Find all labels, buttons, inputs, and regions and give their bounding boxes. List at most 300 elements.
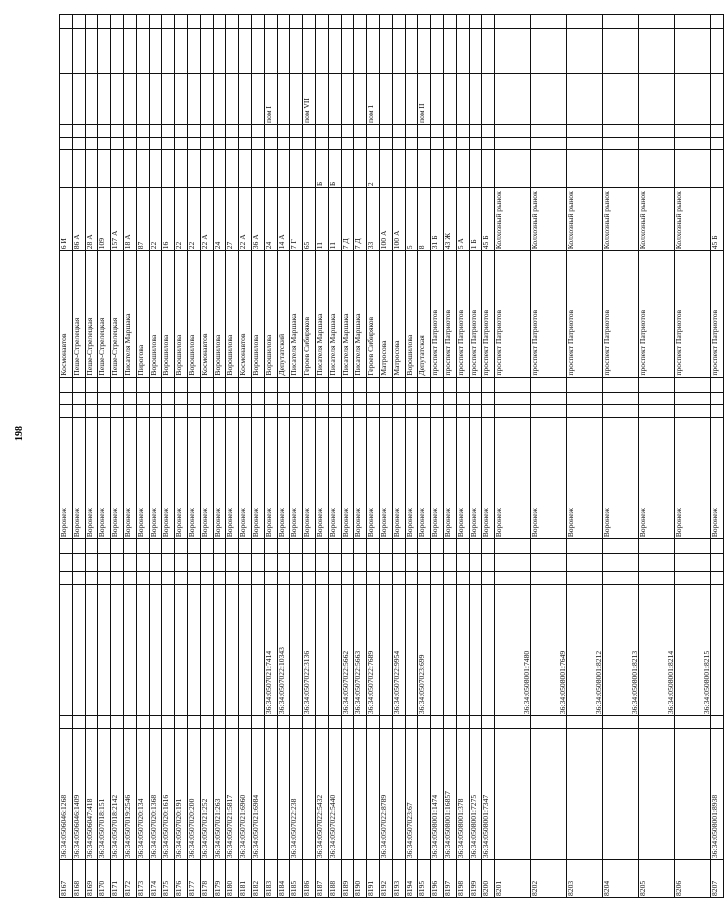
empty-cell	[264, 137, 277, 150]
empty-cell	[239, 137, 252, 150]
empty-cell	[711, 554, 724, 572]
empty-cell	[251, 137, 264, 150]
cell-num: 8179	[213, 860, 226, 898]
table-row	[98, 15, 111, 898]
empty-cell	[149, 377, 162, 392]
empty-cell	[482, 572, 495, 585]
empty-cell	[123, 125, 136, 138]
cell-street: Пеше-Стрелецкая	[98, 251, 111, 377]
empty-cell	[98, 15, 111, 29]
empty-cell	[456, 125, 469, 138]
table-row	[85, 15, 98, 898]
cell-extra	[213, 150, 226, 188]
table-row	[328, 15, 341, 898]
empty-cell	[531, 405, 567, 418]
empty-cell	[354, 15, 367, 29]
cell-cad1	[392, 728, 405, 859]
empty-cell	[303, 405, 316, 418]
cell-city: Воронеж	[187, 418, 200, 539]
empty-cell	[405, 377, 418, 392]
cell-num: 8192	[379, 860, 392, 898]
empty-cell	[239, 539, 252, 554]
empty-cell	[98, 539, 111, 554]
cell-cad2	[200, 584, 213, 715]
cell-note	[187, 74, 200, 125]
empty-cell	[482, 392, 495, 405]
empty-cell	[495, 539, 531, 554]
cell-cad2: 36:34:0508001:7649	[531, 584, 567, 715]
cell-city: Воронеж	[85, 418, 98, 539]
empty-cell	[418, 539, 431, 554]
empty-cell	[175, 392, 188, 405]
empty-cell	[226, 716, 239, 729]
cell-cad2	[379, 584, 392, 715]
cell-note: пом VII	[303, 74, 316, 125]
empty-cell	[123, 15, 136, 29]
empty-cell	[123, 716, 136, 729]
cell-cad1	[495, 728, 531, 859]
cell-city: Воронеж	[111, 418, 124, 539]
table-row	[123, 15, 136, 898]
empty-cell	[251, 125, 264, 138]
cell-num: 8187	[315, 860, 328, 898]
empty-cell	[162, 554, 175, 572]
empty-cell	[123, 539, 136, 554]
empty-cell	[290, 125, 303, 138]
empty-cell	[367, 405, 380, 418]
empty-cell	[711, 125, 724, 138]
empty-cell	[328, 392, 341, 405]
empty-cell	[315, 125, 328, 138]
cell-cad2	[72, 584, 85, 715]
empty-cell	[418, 572, 431, 585]
cell-cad1: 36:34:0508001:8938	[711, 728, 724, 859]
empty-cell	[456, 137, 469, 150]
cell-house: 157 А	[111, 188, 124, 251]
empty-cell	[328, 377, 341, 392]
cell-cad2	[711, 584, 724, 715]
empty-cell	[392, 716, 405, 729]
cell-cad2	[469, 584, 482, 715]
empty-cell	[711, 392, 724, 405]
empty-cell	[443, 572, 456, 585]
table-row	[456, 15, 469, 898]
cell-city: Воронеж	[303, 418, 316, 539]
empty-cell	[251, 392, 264, 405]
cell-note	[711, 74, 724, 125]
empty-cell	[72, 15, 85, 29]
cell-house: 65	[303, 188, 316, 251]
cell-city: Воронеж	[72, 418, 85, 539]
empty-cell	[111, 29, 124, 74]
empty-cell	[239, 392, 252, 405]
empty-cell	[567, 716, 603, 729]
cell-city: Воронеж	[136, 418, 149, 539]
empty-cell	[290, 15, 303, 29]
empty-cell	[290, 137, 303, 150]
cell-street: проспект Патриотов	[495, 251, 531, 377]
cell-extra	[354, 150, 367, 188]
empty-cell	[85, 392, 98, 405]
empty-cell	[354, 572, 367, 585]
empty-cell	[239, 125, 252, 138]
empty-cell	[405, 539, 418, 554]
cell-cad2	[239, 584, 252, 715]
table-row	[315, 15, 328, 898]
empty-cell	[495, 377, 531, 392]
cell-house: 5 А	[456, 188, 469, 251]
cell-house: Колхозный рынок	[495, 188, 531, 251]
empty-cell	[392, 377, 405, 392]
empty-cell	[603, 137, 639, 150]
empty-cell	[469, 15, 482, 29]
empty-cell	[136, 554, 149, 572]
cell-cad1	[675, 728, 711, 859]
empty-cell	[328, 405, 341, 418]
cell-extra	[123, 150, 136, 188]
empty-cell	[175, 15, 188, 29]
cell-city: Воронеж	[226, 418, 239, 539]
cell-cad2: 36:34:0508001:8214	[639, 584, 675, 715]
empty-cell	[367, 716, 380, 729]
empty-cell	[111, 137, 124, 150]
empty-cell	[639, 392, 675, 405]
cell-street: Писателя Маршака	[341, 251, 354, 377]
cell-extra	[162, 150, 175, 188]
cell-num: 8195	[418, 860, 431, 898]
empty-cell	[675, 572, 711, 585]
empty-cell	[639, 377, 675, 392]
cell-note	[239, 74, 252, 125]
cell-city: Воронеж	[200, 418, 213, 539]
empty-cell	[213, 137, 226, 150]
cell-extra: Б	[328, 150, 341, 188]
cell-extra	[149, 150, 162, 188]
empty-cell	[639, 137, 675, 150]
empty-cell	[567, 572, 603, 585]
empty-cell	[187, 554, 200, 572]
empty-cell	[418, 125, 431, 138]
empty-cell	[213, 125, 226, 138]
empty-cell	[482, 377, 495, 392]
cell-house: 18 А	[123, 188, 136, 251]
cell-extra	[277, 150, 290, 188]
cell-cad2: 36:34:0507022:7689	[367, 584, 380, 715]
empty-cell	[111, 539, 124, 554]
empty-cell	[456, 405, 469, 418]
empty-cell	[226, 137, 239, 150]
cell-cad1: 36:34:0507022:238	[290, 728, 303, 859]
empty-cell	[213, 572, 226, 585]
cell-extra	[264, 150, 277, 188]
table-row	[531, 15, 567, 898]
cell-extra	[405, 150, 418, 188]
empty-cell	[379, 15, 392, 29]
cell-street: Матросова	[379, 251, 392, 377]
cell-city: Воронеж	[639, 418, 675, 539]
empty-cell	[469, 392, 482, 405]
empty-cell	[531, 716, 567, 729]
cell-house: 31 Б	[431, 188, 444, 251]
empty-cell	[431, 15, 444, 29]
empty-cell	[341, 377, 354, 392]
empty-cell	[469, 125, 482, 138]
cell-cad1: 36:34:0507021:263	[213, 728, 226, 859]
empty-cell	[98, 377, 111, 392]
empty-cell	[60, 554, 73, 572]
empty-cell	[456, 716, 469, 729]
empty-cell	[431, 405, 444, 418]
empty-cell	[531, 539, 567, 554]
cell-note	[603, 74, 639, 125]
empty-cell	[531, 554, 567, 572]
empty-cell	[531, 29, 567, 74]
cell-extra	[136, 150, 149, 188]
empty-cell	[443, 539, 456, 554]
empty-cell	[711, 572, 724, 585]
table-row	[482, 15, 495, 898]
empty-cell	[251, 572, 264, 585]
empty-cell	[379, 137, 392, 150]
cell-city: Воронеж	[711, 418, 724, 539]
empty-cell	[392, 137, 405, 150]
cell-num: 8188	[328, 860, 341, 898]
cell-street: Ворошилова	[149, 251, 162, 377]
table-row	[239, 15, 252, 898]
empty-cell	[418, 716, 431, 729]
empty-cell	[136, 15, 149, 29]
empty-cell	[603, 572, 639, 585]
empty-cell	[200, 15, 213, 29]
empty-cell	[239, 15, 252, 29]
cell-num: 8181	[239, 860, 252, 898]
cell-note	[111, 74, 124, 125]
empty-cell	[675, 137, 711, 150]
cell-num: 8207	[711, 860, 724, 898]
cell-street: Ворошилова	[175, 251, 188, 377]
empty-cell	[405, 15, 418, 29]
empty-cell	[482, 15, 495, 29]
empty-cell	[162, 137, 175, 150]
table-row	[175, 15, 188, 898]
empty-cell	[567, 405, 603, 418]
cell-city: Воронеж	[175, 418, 188, 539]
cell-cad1	[418, 728, 431, 859]
cell-city: Воронеж	[367, 418, 380, 539]
cell-city: Воронеж	[98, 418, 111, 539]
empty-cell	[315, 716, 328, 729]
table-row	[264, 15, 277, 898]
cell-note	[482, 74, 495, 125]
empty-cell	[187, 392, 200, 405]
cell-num: 8189	[341, 860, 354, 898]
cell-cad1: 36:34:0508001:1474	[431, 728, 444, 859]
empty-cell	[315, 572, 328, 585]
cell-cad1: 36:34:0506046:1268	[60, 728, 73, 859]
table-row	[111, 15, 124, 898]
cell-house: 11	[328, 188, 341, 251]
empty-cell	[290, 716, 303, 729]
empty-cell	[290, 554, 303, 572]
table-row	[405, 15, 418, 898]
cell-num: 8199	[469, 860, 482, 898]
empty-cell	[162, 405, 175, 418]
empty-cell	[567, 29, 603, 74]
empty-cell	[341, 716, 354, 729]
cell-street: Ворошилова	[264, 251, 277, 377]
cell-num: 8206	[675, 860, 711, 898]
empty-cell	[456, 392, 469, 405]
empty-cell	[531, 572, 567, 585]
cell-cad1	[264, 728, 277, 859]
empty-cell	[136, 29, 149, 74]
empty-cell	[187, 137, 200, 150]
cell-street: Пеше-Стрелецкая	[111, 251, 124, 377]
cell-note	[60, 74, 73, 125]
empty-cell	[603, 405, 639, 418]
empty-cell	[149, 572, 162, 585]
cell-note	[495, 74, 531, 125]
empty-cell	[443, 377, 456, 392]
cell-cad1: 36:34:0507020:200	[187, 728, 200, 859]
cell-note	[405, 74, 418, 125]
empty-cell	[264, 392, 277, 405]
empty-cell	[226, 554, 239, 572]
table-row	[567, 15, 603, 898]
empty-cell	[315, 405, 328, 418]
empty-cell	[162, 29, 175, 74]
table-row	[367, 15, 380, 898]
empty-cell	[123, 29, 136, 74]
empty-cell	[213, 392, 226, 405]
empty-cell	[111, 125, 124, 138]
empty-cell	[200, 716, 213, 729]
empty-cell	[303, 539, 316, 554]
cell-city: Воронеж	[315, 418, 328, 539]
empty-cell	[72, 125, 85, 138]
empty-cell	[162, 572, 175, 585]
cell-num: 8182	[251, 860, 264, 898]
empty-cell	[226, 29, 239, 74]
cell-house: 36 А	[251, 188, 264, 251]
empty-cell	[149, 716, 162, 729]
cell-num: 8173	[136, 860, 149, 898]
table-row	[72, 15, 85, 898]
empty-cell	[187, 405, 200, 418]
empty-cell	[405, 716, 418, 729]
cell-city: Воронеж	[328, 418, 341, 539]
cell-house: 100 А	[392, 188, 405, 251]
empty-cell	[367, 392, 380, 405]
cell-cad1: 36:34:0507021:252	[200, 728, 213, 859]
cell-note	[149, 74, 162, 125]
empty-cell	[264, 572, 277, 585]
empty-cell	[226, 392, 239, 405]
cell-extra	[531, 150, 567, 188]
empty-cell	[72, 539, 85, 554]
empty-cell	[98, 405, 111, 418]
empty-cell	[392, 125, 405, 138]
cell-cad1: 36:34:0507020:1616	[162, 728, 175, 859]
empty-cell	[111, 405, 124, 418]
empty-cell	[341, 572, 354, 585]
cell-house: 7 Д	[354, 188, 367, 251]
empty-cell	[290, 29, 303, 74]
cell-city: Воронеж	[603, 418, 639, 539]
empty-cell	[251, 554, 264, 572]
empty-cell	[136, 125, 149, 138]
cell-city: Воронеж	[239, 418, 252, 539]
empty-cell	[328, 125, 341, 138]
empty-cell	[567, 15, 603, 29]
cell-note	[443, 74, 456, 125]
empty-cell	[72, 392, 85, 405]
table-row	[187, 15, 200, 898]
empty-cell	[443, 29, 456, 74]
cell-cad1: 36:34:0506047:418	[85, 728, 98, 859]
cell-city: Воронеж	[162, 418, 175, 539]
empty-cell	[72, 405, 85, 418]
empty-cell	[200, 539, 213, 554]
cell-city: Воронеж	[431, 418, 444, 539]
empty-cell	[98, 572, 111, 585]
empty-cell	[443, 137, 456, 150]
cell-num: 8204	[603, 860, 639, 898]
empty-cell	[60, 29, 73, 74]
empty-cell	[277, 716, 290, 729]
empty-cell	[603, 377, 639, 392]
cell-street: Героев Сибиряков	[367, 251, 380, 377]
empty-cell	[603, 392, 639, 405]
empty-cell	[675, 716, 711, 729]
empty-cell	[418, 405, 431, 418]
empty-cell	[431, 539, 444, 554]
empty-cell	[392, 405, 405, 418]
empty-cell	[187, 716, 200, 729]
page-number: 198	[14, 426, 25, 441]
empty-cell	[98, 137, 111, 150]
empty-cell	[136, 716, 149, 729]
cell-city: Воронеж	[277, 418, 290, 539]
cell-extra	[60, 150, 73, 188]
cell-cad1	[277, 728, 290, 859]
cell-house: 87	[136, 188, 149, 251]
empty-cell	[405, 405, 418, 418]
empty-cell	[392, 572, 405, 585]
empty-cell	[149, 405, 162, 418]
empty-cell	[495, 554, 531, 572]
cell-house: 24	[213, 188, 226, 251]
empty-cell	[85, 405, 98, 418]
empty-cell	[531, 15, 567, 29]
cell-cad1: 36:34:0507018:151	[98, 728, 111, 859]
cell-cad1	[354, 728, 367, 859]
table-row	[639, 15, 675, 898]
empty-cell	[469, 405, 482, 418]
cell-cad1: 36:34:0507020:191	[175, 728, 188, 859]
cell-cad2	[123, 584, 136, 715]
empty-cell	[379, 554, 392, 572]
cell-house: 43 Ж	[443, 188, 456, 251]
cell-num: 8202	[531, 860, 567, 898]
cell-note	[251, 74, 264, 125]
cell-cad2: 36:34:0508001:8215	[675, 584, 711, 715]
cell-note	[200, 74, 213, 125]
cell-note	[639, 74, 675, 125]
empty-cell	[603, 554, 639, 572]
cell-note	[123, 74, 136, 125]
empty-cell	[315, 554, 328, 572]
